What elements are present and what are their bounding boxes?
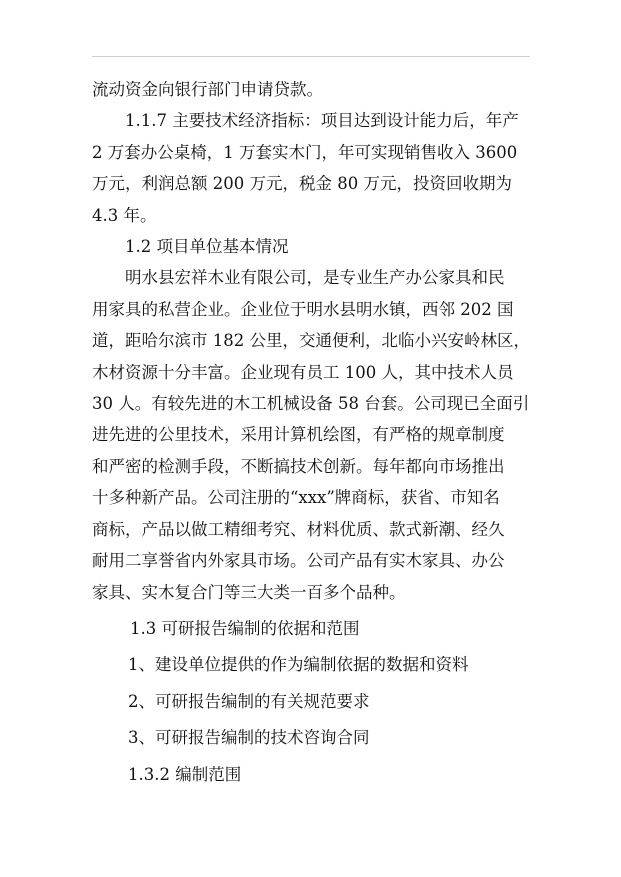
text-line: 商标，产品以做工精细考究、材料优质、款式新潮、经久 [92, 519, 505, 539]
text-line: 十多种新产品。公司注册的“xxx”牌商标，获省、市知名 [92, 488, 500, 508]
section-heading: 1.3 可研报告编制的依据和范围 [130, 618, 360, 638]
text-line: 流动资金向银行部门申请贷款。 [92, 80, 323, 99]
text-line: 用家具的私营企业。企业位于明水县明水镇，西邻 202 国 [92, 299, 514, 319]
text-line: 道，距哈尔滨市 182 公里，交通便利，北临小兴安岭林区， [92, 331, 530, 351]
text-line: 家具、实木复合门等三大类一百多个品种。 [92, 582, 406, 602]
text-line: 和严密的检测手段，不断搞技术创新。每年都向市场推出 [92, 456, 505, 476]
text-line: 1.1.7 主要技术经济指标：项目达到设计能力后，年产 [125, 111, 519, 131]
section-heading: 1.2 项目单位基本情况 [125, 237, 289, 257]
text-line: 万元，利润总额 200 万元，税金 80 万元，投资回收期为 [92, 174, 512, 194]
document-body [92, 74, 532, 790]
text-line: 30 人。有较先进的木工机械设备 58 台套。公司现已全面引 [92, 394, 530, 414]
text-line: 进先进的公里技术，采用计算机绘图，有严格的规章制度 [92, 425, 505, 445]
list-item: 2、可研报告编制的有关规范要求 [128, 691, 370, 711]
list-item: 3、可研报告编制的技术咨询合同 [128, 728, 370, 748]
text-line: 明水县宏祥木业有限公司，是专业生产办公家具和民 [125, 268, 505, 288]
header-rule [92, 56, 530, 57]
text-line: 耐用二享誉省内外家具市场。公司产品有实木家具、办公 [92, 551, 505, 571]
text-line: 4.3 年。 [92, 205, 157, 225]
text-line: 2 万套办公桌椅，1 万套实木门，年可实现销售收入 3600 [92, 142, 518, 162]
section-heading: 1.3.2 编制范围 [128, 764, 242, 784]
text-line: 木材资源十分丰富。企业现有员工 100 人，其中技术人员 [92, 362, 514, 382]
list-item: 1、建设单位提供的作为编制依据的数据和资料 [128, 655, 469, 675]
